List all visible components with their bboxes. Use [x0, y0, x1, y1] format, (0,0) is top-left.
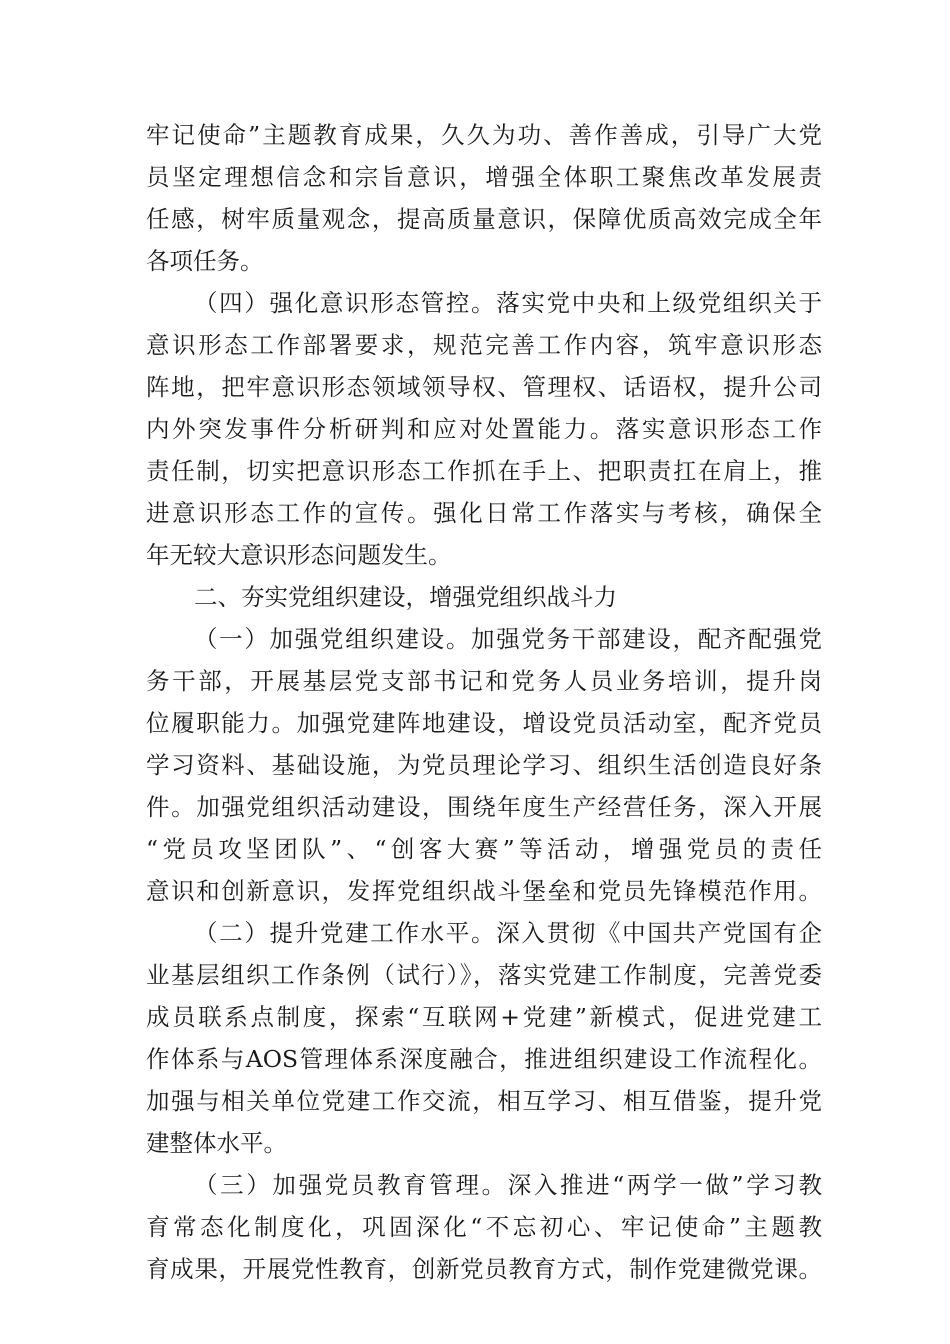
paragraph-line: “党员攻坚团队”、“创客大赛”等活动，增强党员的责任 [146, 835, 822, 863]
paragraph-line: 阵地，把牢意识形态领域领导权、管理权、话语权，提升公司 [146, 373, 822, 401]
paragraph-line: 件。加强党组织活动建设，围绕年度生产经营任务，深入开展 [146, 793, 822, 821]
paragraph-line: 成员联系点制度，探索“互联网+党建”新模式，促进党建工 [146, 1003, 822, 1031]
paragraph-line: 进意识形态工作的宣传。强化日常工作落实与考核，确保全 [146, 499, 822, 527]
paragraph-line: （四）强化意识形态管控。落实党中央和上级党组织关于 [194, 289, 822, 317]
paragraph-line: 育常态化制度化，巩固深化“不忘初心、牢记使命”主题教 [146, 1213, 822, 1241]
paragraph-line: 任感，树牢质量观念，提高质量意识，保障优质高效完成全年 [146, 205, 822, 233]
paragraph-line: 学习资料、基础设施，为党员理论学习、组织生活创造良好条 [146, 751, 822, 779]
paragraph-line: 业基层组织工作条例（试行）》，落实党建工作制度，完善党委 [146, 961, 822, 989]
paragraph-line: 意识形态工作部署要求，规范完善工作内容，筑牢意识形态 [146, 331, 822, 359]
paragraph-line: 位履职能力。加强党建阵地建设，增设党员活动室，配齐党员 [146, 709, 822, 737]
paragraph-line: 建整体水平。 [146, 1129, 287, 1157]
paragraph-line: （一）加强党组织建设。加强党务干部建设，配齐配强党 [194, 625, 822, 653]
paragraph-line: 各项任务。 [146, 247, 264, 275]
paragraph-line: 务干部，开展基层党支部书记和党务人员业务培训，提升岗 [146, 667, 822, 695]
paragraph-line: 作体系与AOS管理体系深度融合，推进组织建设工作流程化。 [146, 1045, 822, 1073]
paragraph-line: 意识和创新意识，发挥党组织战斗堡垒和党员先锋模范作用。 [146, 877, 822, 905]
section-heading: 二、夯实党组织建设，增强党组织战斗力 [194, 583, 617, 611]
paragraph-line: 加强与相关单位党建工作交流，相互学习、相互借鉴，提升党 [146, 1087, 822, 1115]
paragraph-line: 育成果，开展党性教育，创新党员教育方式，制作党建微党课。 [146, 1255, 822, 1283]
paragraph-line: （二）提升党建工作水平。深入贯彻《中国共产党国有企 [194, 919, 822, 947]
paragraph-line: 责任制，切实把意识形态工作抓在手上、把职责扛在肩上，推 [146, 457, 822, 485]
paragraph-line: 年无较大意识形态问题发生。 [146, 541, 452, 569]
paragraph-line: 员坚定理想信念和宗旨意识，增强全体职工聚焦改革发展责 [146, 163, 822, 191]
paragraph-line: 牢记使命”主题教育成果，久久为功、善作善成，引导广大党 [146, 121, 822, 149]
paragraph-line: （三）加强党员教育管理。深入推进“两学一做”学习教 [194, 1171, 822, 1199]
paragraph-line: 内外突发事件分析研判和应对处置能力。落实意识形态工作 [146, 415, 822, 443]
